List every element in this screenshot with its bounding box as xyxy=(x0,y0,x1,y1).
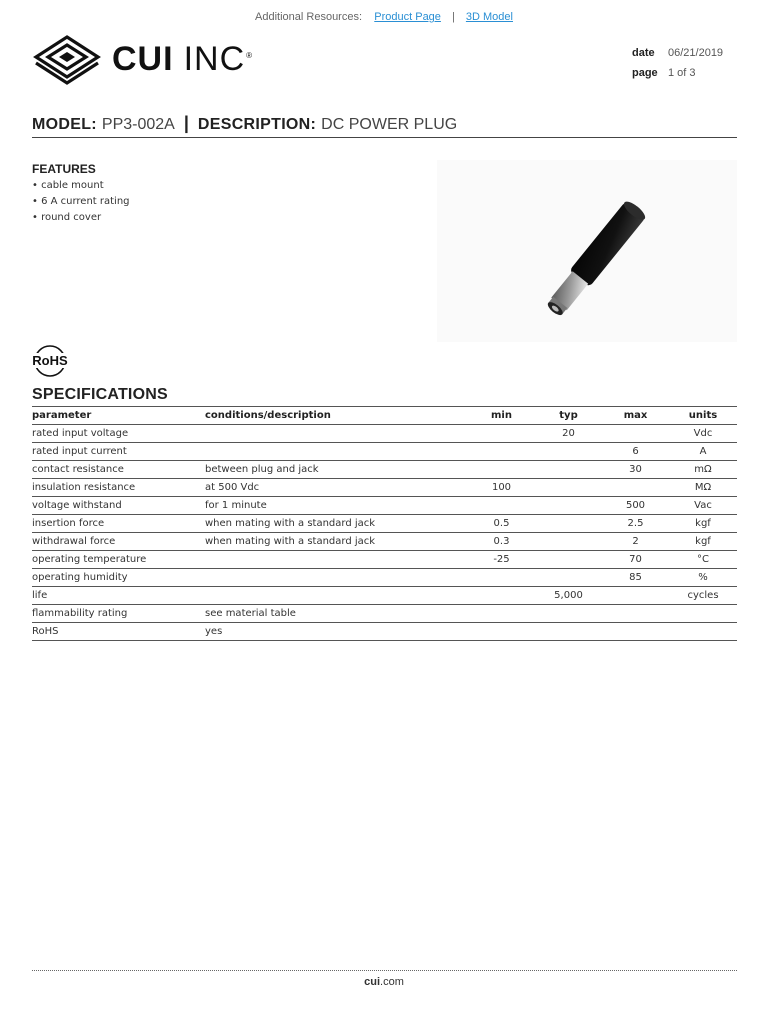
table-row xyxy=(32,497,737,515)
registered-mark: ® xyxy=(246,50,254,60)
cell-max xyxy=(602,623,669,641)
cell-parameter: operating humidity xyxy=(32,569,205,587)
cell-parameter: insulation resistance xyxy=(32,479,205,497)
rohs-icon xyxy=(31,344,71,378)
cell-min: 0.5 xyxy=(468,515,535,533)
cell-min: 100 xyxy=(468,479,535,497)
meta-page xyxy=(632,63,723,83)
cell-conditions: yes xyxy=(205,623,468,641)
dc-power-plug-image xyxy=(437,160,737,342)
description-value: DC POWER PLUG xyxy=(321,116,458,133)
cell-min xyxy=(468,569,535,587)
cell-typ xyxy=(535,551,602,569)
table-row xyxy=(32,533,737,551)
cell-parameter: rated input current xyxy=(32,443,205,461)
feature-item: • cable mount xyxy=(32,180,104,191)
table-row xyxy=(32,605,737,623)
features-heading: FEATURES xyxy=(32,162,96,176)
meta-date-key: date xyxy=(632,47,655,59)
cell-conditions xyxy=(205,587,468,605)
cell-min: -25 xyxy=(468,551,535,569)
cell-conditions xyxy=(205,425,468,443)
feature-item: • 6 A current rating xyxy=(32,196,130,207)
cell-min xyxy=(468,623,535,641)
cell-max: 2 xyxy=(602,533,669,551)
cell-conditions xyxy=(205,569,468,587)
cell-parameter: voltage withstand xyxy=(32,497,205,515)
cell-typ xyxy=(535,515,602,533)
cell-conditions: see material table xyxy=(205,605,468,623)
logo-wordmark xyxy=(112,42,253,76)
cell-typ xyxy=(535,569,602,587)
cell-conditions: when mating with a standard jack xyxy=(205,533,468,551)
cell-max: 30 xyxy=(602,461,669,479)
description-label: DESCRIPTION: xyxy=(197,116,317,133)
title-divider: | xyxy=(183,113,189,133)
meta-page-key: page xyxy=(632,67,658,79)
cell-max xyxy=(602,587,669,605)
cell-min xyxy=(468,605,535,623)
column-header-units: units xyxy=(669,407,737,425)
cell-conditions: at 500 Vdc xyxy=(205,479,468,497)
cell-min xyxy=(468,461,535,479)
column-header-conditions: conditions/description xyxy=(205,407,468,425)
meta-date xyxy=(632,43,723,63)
document-meta xyxy=(632,43,723,83)
footer-domain-bold: cui xyxy=(364,976,381,988)
cell-typ xyxy=(535,497,602,515)
link-separator: | xyxy=(451,11,455,23)
footer-rule xyxy=(32,970,737,971)
cell-min xyxy=(468,443,535,461)
cell-typ xyxy=(535,443,602,461)
cell-typ xyxy=(535,461,602,479)
cell-parameter: flammability rating xyxy=(32,605,205,623)
table-row xyxy=(32,551,737,569)
table-row xyxy=(32,623,737,641)
resources-label: Additional Resources: xyxy=(255,11,363,23)
cell-units: % xyxy=(669,569,737,587)
cell-units: mΩ xyxy=(669,461,737,479)
cell-conditions: between plug and jack xyxy=(205,461,468,479)
column-header-parameter: parameter xyxy=(32,407,205,425)
cell-max: 70 xyxy=(602,551,669,569)
cell-units: Vac xyxy=(669,497,737,515)
logo-wordmark-bold: CUI xyxy=(112,40,174,78)
table-row xyxy=(32,515,737,533)
cell-parameter: rated input voltage xyxy=(32,425,205,443)
cui-logo-icon xyxy=(32,33,102,85)
cell-max: 85 xyxy=(602,569,669,587)
product-title xyxy=(32,113,737,134)
model-value: PP3-002A xyxy=(101,116,175,133)
cell-units: °C xyxy=(669,551,737,569)
footer-domain-rest: .com xyxy=(380,976,404,988)
meta-date-value: 06/21/2019 xyxy=(668,47,724,59)
cell-max xyxy=(602,425,669,443)
rohs-badge xyxy=(31,344,71,382)
cell-max xyxy=(602,479,669,497)
specifications-table xyxy=(32,406,737,641)
table-row xyxy=(32,587,737,605)
cell-typ xyxy=(535,605,602,623)
cell-conditions: for 1 minute xyxy=(205,497,468,515)
cell-units: kgf xyxy=(669,515,737,533)
feature-item: • round cover xyxy=(32,212,102,223)
meta-page-value: 1 of 3 xyxy=(668,67,696,79)
cell-conditions: when mating with a standard jack xyxy=(205,515,468,533)
cell-typ xyxy=(535,533,602,551)
cell-units xyxy=(669,623,737,641)
column-header-typ: typ xyxy=(535,407,602,425)
cell-max xyxy=(602,605,669,623)
table-row xyxy=(32,425,737,443)
cell-units: A xyxy=(669,443,737,461)
cell-typ xyxy=(535,479,602,497)
cell-conditions xyxy=(205,443,468,461)
model-label: MODEL: xyxy=(32,116,97,133)
features-list xyxy=(32,178,130,226)
cell-max: 6 xyxy=(602,443,669,461)
cell-units xyxy=(669,605,737,623)
cell-min xyxy=(468,425,535,443)
3d-model-link[interactable]: 3D Model xyxy=(465,11,513,23)
cell-typ: 5,000 xyxy=(535,587,602,605)
cell-conditions xyxy=(205,551,468,569)
table-row xyxy=(32,461,737,479)
table-row xyxy=(32,479,737,497)
footer xyxy=(0,976,768,988)
cell-parameter: operating temperature xyxy=(32,551,205,569)
product-photo xyxy=(437,160,737,342)
logo-wordmark-regular: INC xyxy=(183,40,246,78)
additional-resources-bar xyxy=(0,11,768,23)
table-row xyxy=(32,569,737,587)
product-page-link[interactable]: Product Page xyxy=(374,11,441,23)
cell-parameter: contact resistance xyxy=(32,461,205,479)
cui-logo xyxy=(32,33,253,85)
column-header-min: min xyxy=(468,407,535,425)
cell-parameter: life xyxy=(32,587,205,605)
cell-min: 0.3 xyxy=(468,533,535,551)
cell-units: Vdc xyxy=(669,425,737,443)
cell-max: 500 xyxy=(602,497,669,515)
column-header-max: max xyxy=(602,407,669,425)
cell-units: cycles xyxy=(669,587,737,605)
cell-units: kgf xyxy=(669,533,737,551)
cell-typ xyxy=(535,623,602,641)
rohs-text: RoHS xyxy=(32,353,68,368)
cell-max: 2.5 xyxy=(602,515,669,533)
cell-parameter: RoHS xyxy=(32,623,205,641)
table-header-row xyxy=(32,407,737,425)
cell-min xyxy=(468,497,535,515)
table-row xyxy=(32,443,737,461)
specifications-body xyxy=(32,425,737,641)
cell-parameter: withdrawal force xyxy=(32,533,205,551)
specifications-heading: SPECIFICATIONS xyxy=(32,386,168,403)
cell-min xyxy=(468,587,535,605)
cell-parameter: insertion force xyxy=(32,515,205,533)
cell-typ: 20 xyxy=(535,425,602,443)
cell-units: MΩ xyxy=(669,479,737,497)
title-rule xyxy=(32,137,737,138)
